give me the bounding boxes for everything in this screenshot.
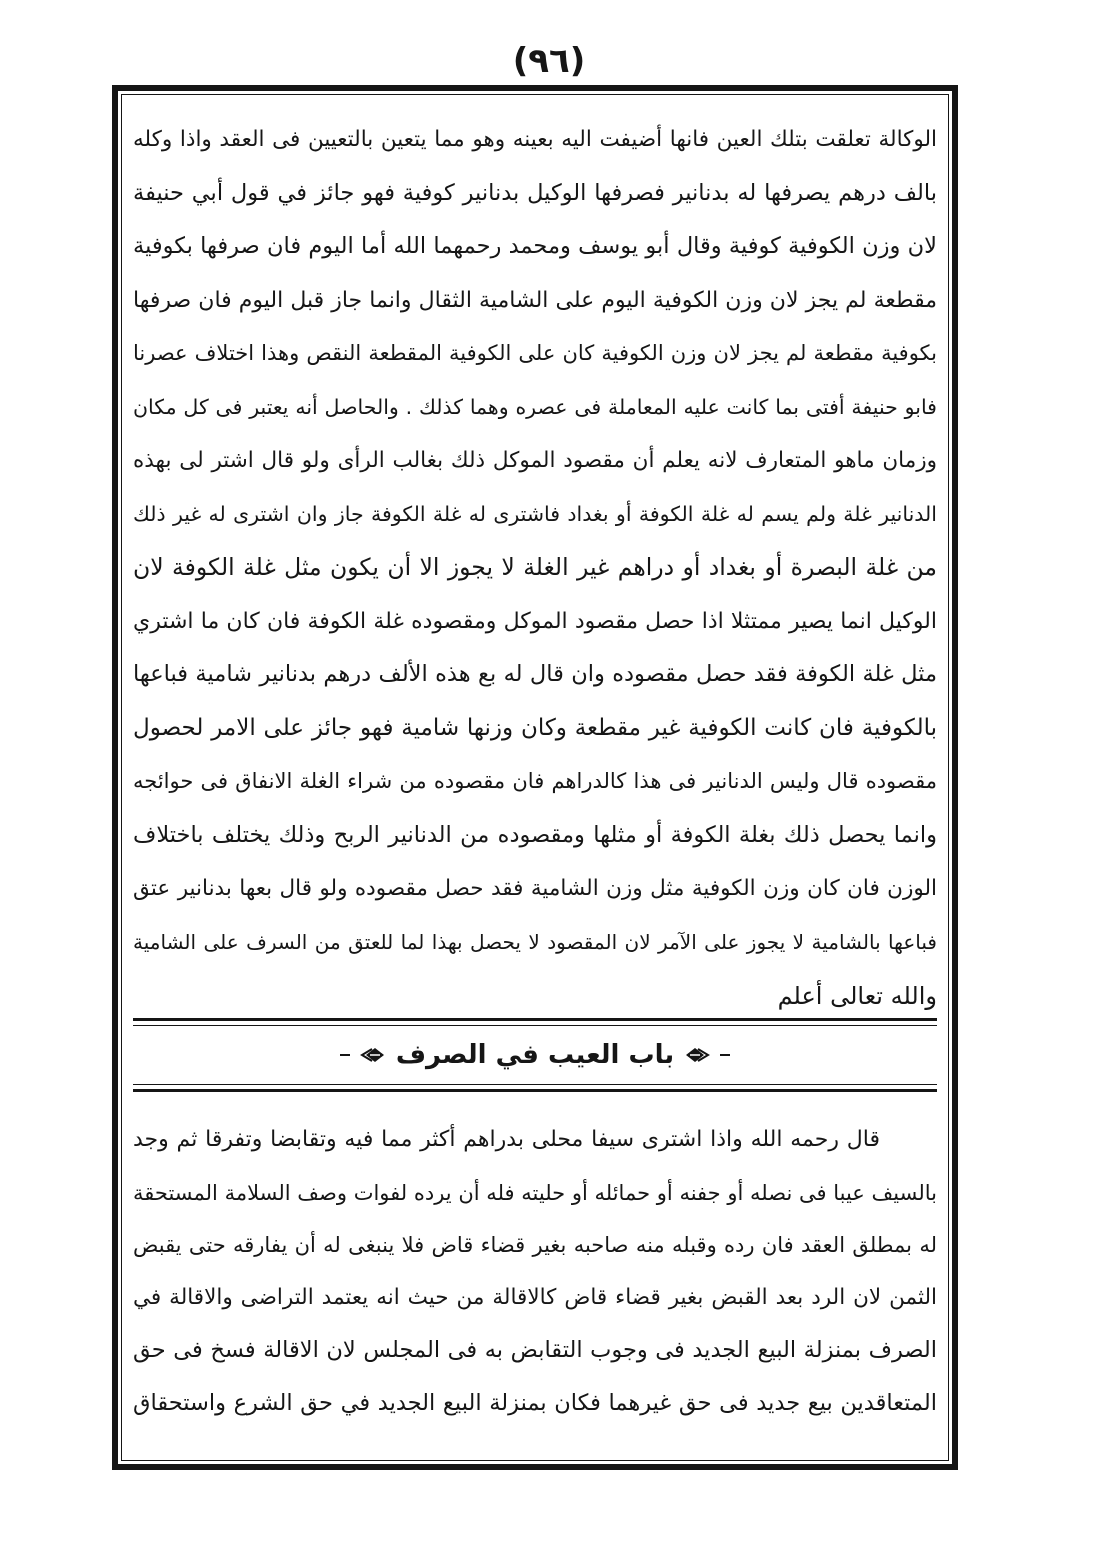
text-line: لان وزن الكوفية كوفية وقال أبو يوسف ومحمد رحمهما الله أما اليوم فان صرفها بكوفية: [133, 233, 937, 259]
text-line: فابو حنيفة أفتى بما كانت عليه المعاملة فى عصره وهما كذلك . والحاصل أنه يعتبر فى كل مكان: [133, 394, 937, 419]
text-line: الوزن فان كان وزن الكوفية مثل وزن الشامية فقد حصل مقصوده ولو قال بعها بدنانير عتق: [133, 876, 937, 901]
text-line: قال رحمه الله واذا اشترى سيفا محلى بدراهم أكثر مما فيه وتقابضا وتفرقا ثم وجد: [133, 1127, 880, 1152]
upper-text-section: [133, 113, 937, 1015]
text-line: بالسيف عيبا فى نصله أو جفنه أو حمائله أو حليته فله أن يرده لفوات وصف السلامة المستحقة: [133, 1180, 937, 1205]
text-line: مثل غلة الكوفة فقد حصل مقصوده وان قال له بع هذه الألف درهم بدنانير شامية فباعها: [133, 661, 937, 687]
heading-dash: [720, 1054, 730, 1056]
heading-dash: [340, 1054, 350, 1056]
text-line: له بمطلق العقد فان رده وقبله منه صاحبه بغير قضاء قاض فلا ينبغى له أن يفارقه حتى يقبض: [133, 1233, 937, 1258]
text-line: المتعاقدين بيع جديد فى حق غيرهما فكان بمنزلة البيع الجديد في حق الشرع واستحقاق: [133, 1389, 937, 1416]
text-line: الدنانير غلة ولم يسم له غلة الكوفة أو بغداد فاشترى له غلة الكوفة جاز وان اشترى له غير ذلك: [133, 501, 937, 526]
separator-rule: [133, 1084, 937, 1092]
separator-rule: [133, 1018, 937, 1026]
text-line: مقطعة لم يجز لان وزن الكوفية اليوم على الشامية الثقال وانما جاز قبل اليوم فان صرفها: [133, 287, 937, 313]
text-line: فباعها بالشامية لا يجوز على الآمر لان المقصود لا يحصل بهذا لما للعتق من السرف على الشامية: [133, 929, 937, 954]
text-line: الوكالة تعلقت بتلك العين فانها أضيفت اليه بعينه وهو مما يتعين بالتعيين فى العقد واذا وكله: [133, 127, 937, 152]
text-line: بالف درهم يصرفها له بدنانير فصرفها الوكيل بدنانير كوفية فهو جائز في قول أبي حنيفة: [133, 179, 937, 206]
ornament-left-icon: [360, 1046, 386, 1064]
text-line: الوكيل انما يصير ممتثلا اذا حصل مقصود الموكل ومقصوده غلة الكوفة فان كان ما اشتري: [133, 608, 937, 634]
text-line: وزمان ماهو المتعارف لانه يعلم أن مقصود الموكل ذلك بغالب الرأى ولو قال اشتر لى بهذه: [133, 448, 937, 473]
closing-formula: والله تعالى أعلم: [777, 982, 937, 1010]
text-line: بكوفية مقطعة لم يجز لان وزن الكوفية كان على الكوفية المقطعة النقص وهذا اختلاف عصرنا: [133, 341, 937, 365]
page-number: (٩٦): [512, 41, 586, 81]
text-line: بالكوفية فان كانت الكوفية غير مقطعة وكان وزنها شامية فهو جائز على الامر لحصول: [133, 714, 937, 741]
text-line: وانما يحصل ذلك بغلة الكوفة أو مثلها ومقصوده من الدنانير الربح وذلك يختلف باختلاف: [133, 821, 937, 848]
chapter-title: باب العيب في الصرف: [395, 1040, 675, 1070]
text-line: الصرف بمنزلة البيع الجديد فى وجوب التقابض به فى المجلس لان الاقالة فسخ فى حق: [133, 1337, 937, 1364]
lower-text-section: [133, 1114, 937, 1430]
text-line: مقصوده قال وليس الدنانير فى هذا كالدراهم فان مقصوده من شراء الغلة الانفاق فى حوائجه: [133, 769, 937, 793]
chapter-heading: [133, 1032, 937, 1078]
ornament-right-icon: [684, 1046, 710, 1064]
text-line: من غلة البصرة أو بغداد أو دراهم غير الغلة لا يجوز الا أن يكون مثل غلة الكوفة لان: [133, 553, 937, 581]
text-line: الثمن لان الرد بعد القبض بغير قضاء قاض كالاقالة من حيث انه يعتمد التراضى والاقالة في: [133, 1284, 937, 1310]
